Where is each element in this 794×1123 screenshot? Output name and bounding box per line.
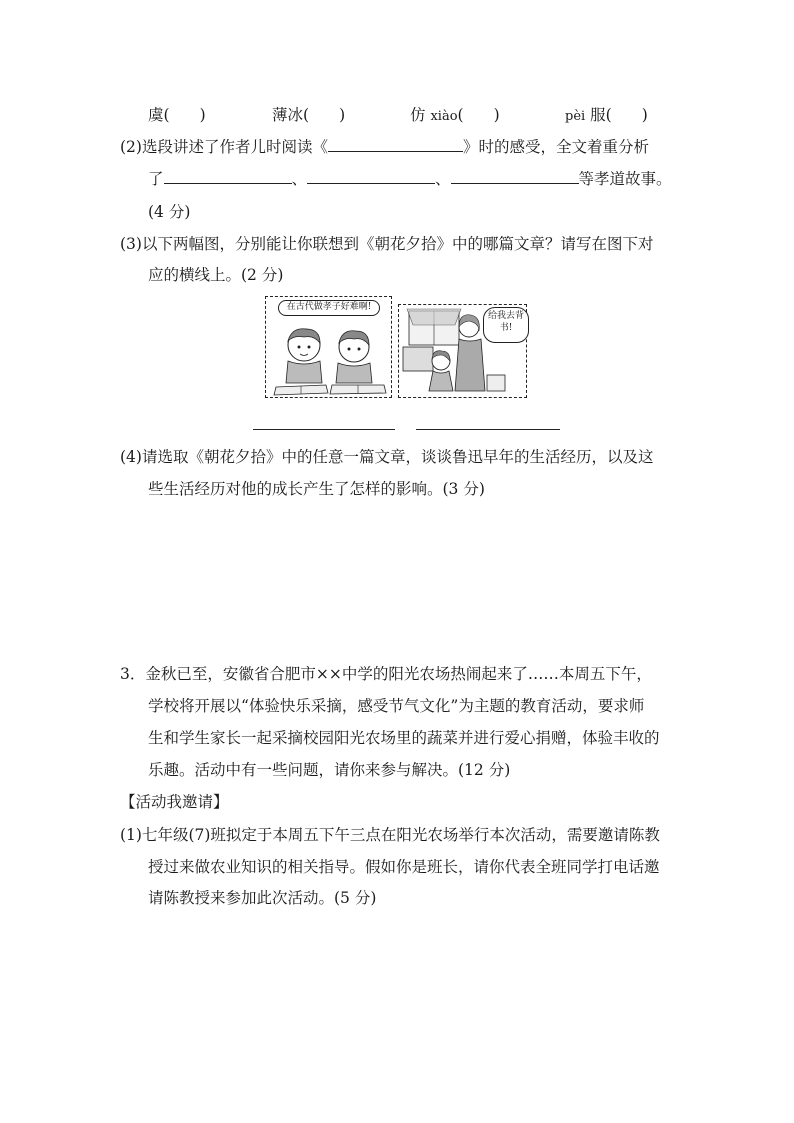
question-3-line-1: (3)以下两幅图，分别能让你联想到《朝花夕拾》中的哪篇文章？请写在图下对 xyxy=(120,235,654,253)
fill-item-2: 薄冰( ) xyxy=(272,106,346,124)
fill-item-4-pinyin: pèi xyxy=(565,109,586,124)
separator: 、 xyxy=(435,170,451,188)
activity-heading: 【活动我邀请】 xyxy=(120,793,229,811)
question-2-suffix: 》时的感受，全文着重分析 xyxy=(462,138,649,156)
question-2-line-1 xyxy=(120,135,649,157)
question-4-line-2: 些生活经历对他的成长产生了怎样的影响。(3 分) xyxy=(148,480,485,498)
answer-line-left[interactable] xyxy=(253,429,395,430)
separator: 、 xyxy=(291,170,308,188)
fill-item-3-pinyin: xiào xyxy=(430,109,458,124)
speech-bubble-left: 在古代做孝子好难啊! xyxy=(278,300,380,316)
comic-panel-left xyxy=(265,296,392,398)
question-3-line-2: 应的横线上。(2 分) xyxy=(148,266,284,284)
comic-panel-right xyxy=(398,304,527,398)
question-2-line-2 xyxy=(148,167,672,189)
section-3-line-2: 学校将开展以“体验快乐采摘，感受节气文化”为主题的教育活动，要求师 xyxy=(148,697,645,715)
fill-item-4-char: 服 xyxy=(590,106,606,124)
question-2-line2-prefix: 了 xyxy=(148,170,164,188)
fill-item-2-char: 薄冰 xyxy=(272,106,304,124)
activity-question-1-line-2: 授过来做农业知识的相关指导。假如你是班长，请你代表全班同学打电话邀 xyxy=(148,858,660,876)
answer-blank[interactable] xyxy=(307,169,435,184)
fill-item-1-char: 虞 xyxy=(148,106,164,124)
answer-blank[interactable] xyxy=(451,169,579,184)
question-2-score: (4 分) xyxy=(148,203,191,221)
fill-item-1: 虞( ) xyxy=(148,106,206,124)
answer-blank[interactable] xyxy=(328,137,463,152)
answer-blank[interactable] xyxy=(164,169,292,184)
fill-item-3-char: 仿 xyxy=(410,106,426,124)
question-2-prefix: (2)选段讲述了作者儿时阅读《 xyxy=(120,138,328,156)
speech-bubble-right: 给我去背书! xyxy=(483,307,529,343)
question-2-line2-suffix: 等孝道故事。 xyxy=(578,170,672,188)
answer-line-right[interactable] xyxy=(416,429,560,430)
section-3-line-4: 乐趣。活动中有一些问题，请你来参与解决。(12 分) xyxy=(148,761,511,779)
section-3-line-3: 生和学生家长一起采摘校园阳光农场里的蔬菜并进行爱心捐赠，体验丰收的 xyxy=(148,729,660,747)
section-3-line-1: 3．金秋已至，安徽省合肥市××中学的阳光农场热闹起来了……本周五下午， xyxy=(120,665,652,683)
question-4-line-1: (4)请选取《朝花夕拾》中的任意一篇文章，谈谈鲁迅早年的生活经历，以及这 xyxy=(120,448,654,466)
activity-question-1-line-1: (1)七年级(7)班拟定于本周五下午三点在阳光农场举行本次活动，需要邀请陈教 xyxy=(120,826,660,844)
activity-question-1-line-3: 请陈教授来参加此次活动。(5 分) xyxy=(148,889,377,907)
fill-item-3: 仿 xiào( ) xyxy=(410,106,500,124)
fill-item-4: pèi 服( ) xyxy=(565,106,648,124)
